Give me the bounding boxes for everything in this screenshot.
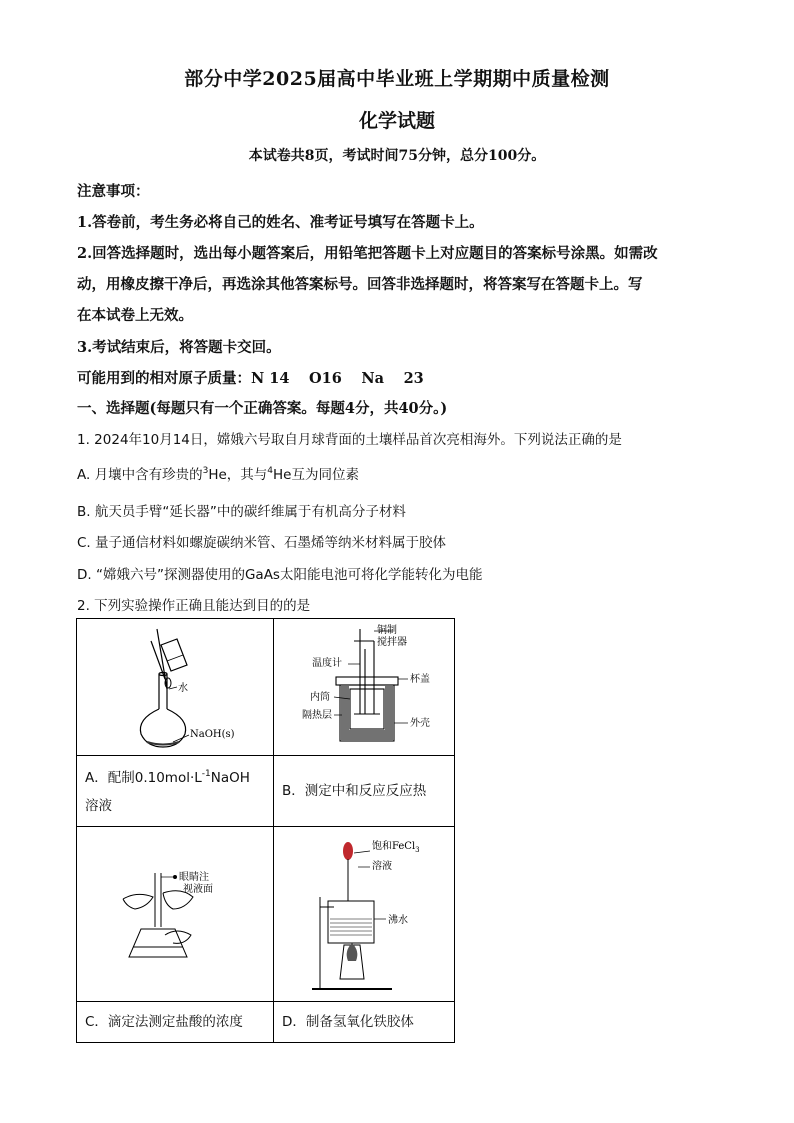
notice-heading: 注意事项：	[77, 183, 150, 200]
fig-b-thermometer-label: 温度计	[312, 658, 342, 669]
q1-option-d: D. “嫦娥六号”探测器使用的GaAs太阳能电池可将化学能转化为电能	[77, 567, 483, 583]
q1-stem: 1. 2024年10月14日，嫦娥六号取自月球背面的土壤样品首次亮相海外。下列说法正确的是	[77, 432, 622, 448]
fig-b-inner-label: 内筒	[310, 692, 330, 703]
exam-title: 部分中学2025届高中毕业班上学期期中质量检测	[184, 68, 610, 90]
q2-stem: 2. 下列实验操作正确且能达到目的的是	[77, 598, 311, 614]
q1-option-b: B. 航天员手臂“延长器”中的碳纤维属于有机高分子材料	[77, 504, 406, 520]
exam-subtitle: 化学试题	[358, 110, 435, 132]
fig-a-water-label: 水	[178, 683, 188, 694]
fig-b-shell-label: 外壳	[410, 718, 430, 729]
exam-info: 本试卷共8页，考试时间75分钟，总分100分。	[248, 148, 546, 164]
notice-item-3: 3.考试结束后，将答题卡交回。	[77, 339, 281, 356]
fig-d-cell	[274, 827, 455, 1002]
q2-option-b-caption: B．测定中和反应反应热	[274, 756, 455, 827]
notice-item-2-line-1: 2.回答选择题时，选出每小题答案后，用铅笔把答题卡上对应题目的答案标号涂黑。如需改	[77, 245, 658, 262]
fig-b-stirrer-label-1: 铜制	[377, 625, 397, 636]
q2-option-c-caption: C．滴定法测定盐酸的浓度	[77, 1002, 274, 1043]
fig-b-insulation-label: 隔热层	[302, 710, 332, 721]
notice-item-2-line-2: 动，用橡皮擦干净后，再选涂其他答案标号。回答非选择题时，将答案写在答题卡上。写	[77, 276, 643, 293]
fig-c-eye-label-2: 视液面	[183, 884, 213, 895]
volumetric-flask-figure	[77, 619, 273, 755]
section-heading: 一、选择题(每题只有一个正确答案。每题4分，共40分。)	[77, 400, 448, 417]
fig-c-eye-label-1: 眼睛注	[179, 872, 209, 883]
fig-b-cell	[274, 619, 455, 756]
fig-b-lid-label: 杯盖	[410, 674, 430, 685]
q2-option-a-caption: A．配制$0.10mol\cdot L^{-1}NaOH$ 溶液	[77, 756, 274, 827]
q1-option-a: A. 月壤中含有珍贵的$^3$He，其与$^4$He互为同位素	[77, 466, 359, 483]
calorimeter-figure	[274, 619, 454, 755]
fig-c-cell	[77, 827, 274, 1002]
fig-a-cell	[77, 619, 274, 756]
titration-figure	[77, 827, 273, 1001]
fig-d-boiling-water-label: 沸水	[388, 915, 408, 926]
atomic-masses: 可能用到的相对原子质量：N 14 O16 Na 23	[77, 370, 424, 387]
fig-a-solid-label: NaOH(s)	[190, 729, 235, 740]
fig-d-saturated-label: 饱和FeCl$_3$	[372, 841, 420, 854]
fig-d-solution-label: 溶液	[372, 861, 392, 872]
notice-item-1: 1.答卷前，考生务必将自己的姓名、准考证号填写在答题卡上。	[77, 214, 484, 231]
colloid-prep-figure	[274, 827, 454, 1001]
q1-option-c: C. 量子通信材料如螺旋碳纳米管、石墨烯等纳米材料属于胶体	[77, 535, 447, 551]
q2-option-d-caption: D．制备氢氧化铁胶体	[274, 1002, 455, 1043]
q2-options-table	[76, 618, 455, 1043]
notice-item-2-line-3: 在本试卷上无效。	[77, 307, 193, 324]
fig-b-stirrer-label-2: 搅拌器	[377, 637, 407, 648]
